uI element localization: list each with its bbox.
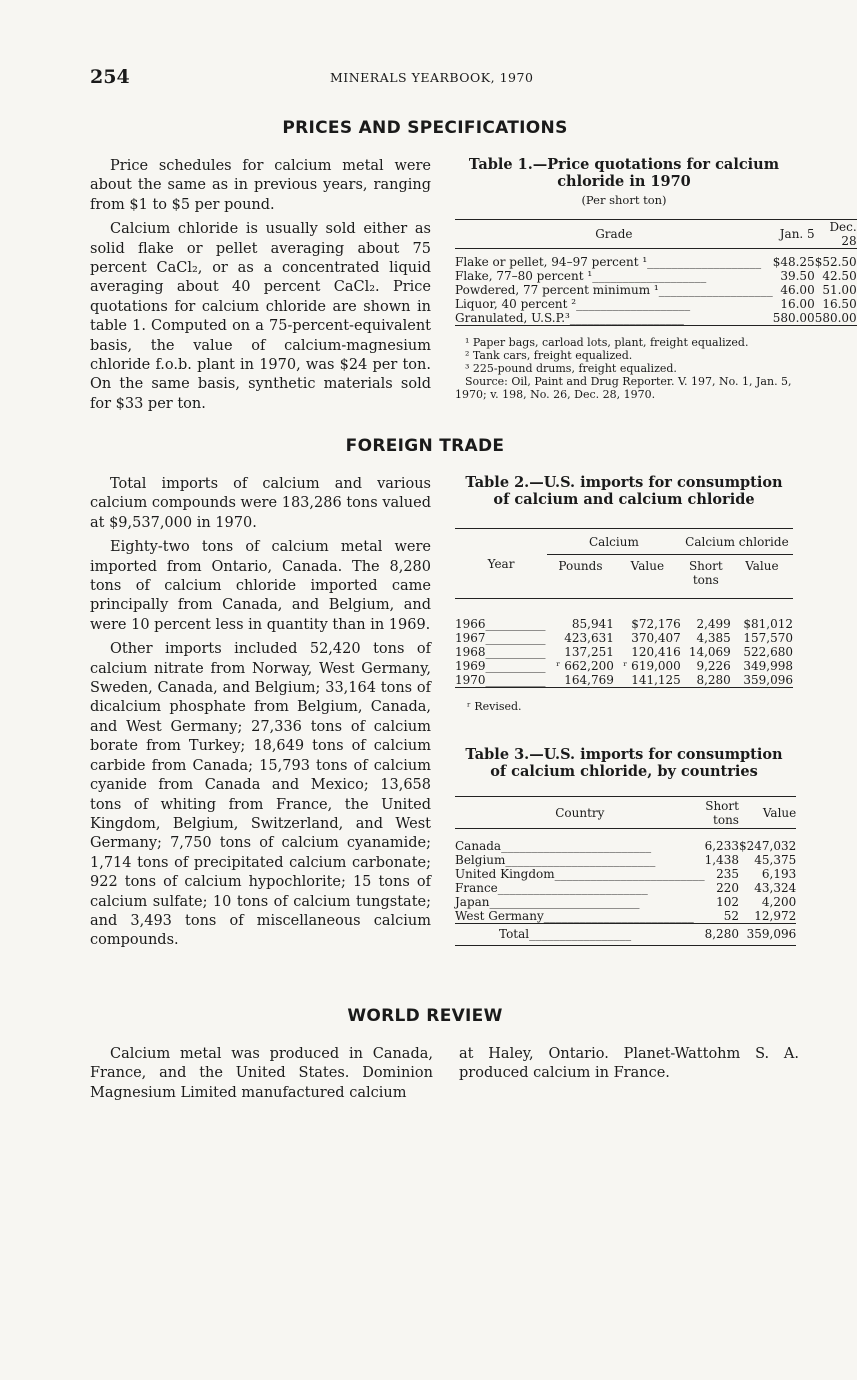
country-cell: Canada — [455, 838, 502, 853]
table-header-row — [455, 220, 857, 249]
total-cell: 359,096 — [739, 923, 796, 945]
value-cell: 43,324 — [754, 880, 797, 895]
price-table — [455, 219, 857, 326]
value-cell: 120,416 — [631, 644, 681, 659]
footnote: ² Tank cars, freight equalized. — [465, 348, 633, 362]
year-cell: 1970 — [455, 672, 486, 687]
value-cell: 6,193 — [761, 866, 797, 881]
value-cell: 580.00 — [814, 310, 857, 325]
table-row: Flake or pellet, 94–97 percent ¹___________________ $48.25 $52.50 — [455, 254, 857, 269]
table-row: Powdered, 77 percent minimum ¹___________________ 46.00 51.00 — [455, 282, 857, 297]
value-cell: 12,972 — [754, 908, 797, 923]
column-group-header: Calcium — [547, 529, 681, 555]
grade-cell: Liquor, 40 percent ² — [455, 296, 577, 311]
value-cell: 8,280 — [696, 672, 731, 687]
running-title: MINERALS YEARBOOK, 1970 — [330, 70, 534, 85]
value-cell: 16.00 — [780, 296, 815, 311]
country-table — [455, 796, 796, 946]
value-cell: 1,438 — [704, 852, 739, 867]
paragraph: Eighty-two tons of calcium metal were imported from Ontario, Canada. The 8,280 tons of calcium chloride imported came principally from Canada, and Belgium, and were 10 percent less in quantity than in 1969. — [90, 539, 431, 633]
country-cell: Belgium — [455, 852, 506, 867]
paragraph: Price schedules for calcium metal were about the same as in previous years, ranging from $1 to $5 per pound. — [90, 158, 431, 213]
column-header: Dec. 28 — [829, 220, 857, 248]
table-subcaption: (Per short ton) — [581, 193, 667, 207]
value-cell: 9,226 — [696, 658, 731, 673]
value-cell: 6,233 — [704, 838, 739, 853]
value-cell: 102 — [716, 894, 739, 909]
country-cell: West Germany — [455, 908, 544, 923]
total-cell: 8,280 — [705, 923, 739, 945]
year-cell: 1968 — [455, 644, 486, 659]
value-cell: $48.25 — [772, 254, 815, 269]
value-cell: ʳ 662,200 — [556, 658, 614, 673]
value-cell: 220 — [716, 880, 739, 895]
value-cell: 85,941 — [571, 616, 614, 631]
table-row: Canada_________________________ 6,233 $247,032 — [455, 838, 797, 853]
table-row: 1966__________ 85,941 $72,176 2,499 $81,012 — [455, 616, 793, 631]
footnote-source: Source: Oil, Paint and Drug Reporter. V. 197, No. 1, Jan. 5, 1970; v. 198, No. 26, Dec. 28, 1970. — [455, 374, 792, 401]
value-cell: 46.00 — [780, 282, 815, 297]
column-header: Year — [487, 556, 515, 571]
table-row: Flake, 77–80 percent ¹___________________ 39.50 42.50 — [455, 268, 857, 283]
total-label: Total — [499, 927, 530, 941]
value-cell: 42.50 — [822, 268, 857, 283]
column-header: Value — [762, 805, 797, 820]
column-header: Pounds — [558, 559, 603, 573]
imports-table — [455, 528, 793, 688]
column-header: Jan. 5 — [779, 227, 815, 241]
column-header: Grade — [595, 227, 633, 241]
value-cell: 14,069 — [688, 644, 731, 659]
page-number: 254 — [90, 66, 130, 88]
grade-cell: Flake or pellet, 94–97 percent ¹ — [455, 254, 648, 269]
table-footnotes — [455, 336, 793, 401]
table-row: France_________________________ 220 43,324 — [455, 880, 797, 895]
column-header: Short tons — [705, 798, 739, 827]
table-row: 1969__________ ʳ 662,200 ʳ 619,000 9,226 349,998 — [455, 658, 793, 673]
column-header: Country — [555, 805, 605, 820]
prices-text — [90, 157, 431, 419]
table-caption: Table 2.—U.S. imports for consumption of calcium and calcium chloride — [465, 474, 783, 508]
table-row: 1967__________ 423,631 370,407 4,385 157,570 — [455, 630, 793, 645]
year-cell: 1966 — [455, 616, 486, 631]
section-heading-trade: FOREIGN TRADE — [345, 436, 505, 456]
value-cell: 52 — [723, 908, 739, 923]
table-total-row: Total_________________ 8,280 359,096 — [455, 923, 796, 945]
table-row: West Germany_________________________ 52 12,972 — [455, 908, 797, 923]
value-cell: 39.50 — [780, 268, 815, 283]
value-cell: 423,631 — [564, 630, 614, 645]
trade-text — [90, 475, 431, 956]
footnote: ³ 225-pound drums, freight equalized. — [465, 361, 677, 375]
value-cell: 522,680 — [743, 644, 793, 659]
paragraph: Calcium metal was produced in Canada, France, and the United States. Dominion Magnesium Limited manufactured calcium — [90, 1046, 433, 1101]
table-row: 1968__________ 137,251 120,416 14,069 522,680 — [455, 644, 793, 659]
value-cell: 45,375 — [754, 852, 797, 867]
column-header: Short tons — [688, 559, 723, 587]
table-footnote: ʳ Revised. — [467, 699, 522, 713]
grade-cell: Flake, 77–80 percent ¹ — [455, 268, 593, 283]
value-cell: 16.50 — [822, 296, 857, 311]
table-row: Japan_________________________ 102 4,200 — [455, 894, 797, 909]
value-cell: 51.00 — [822, 282, 857, 297]
value-cell: 235 — [716, 866, 739, 881]
value-cell: 141,125 — [631, 672, 681, 687]
paragraph: Total imports of calcium and various calcium compounds were 183,286 tons valued at $9,537,000 in 1970. — [90, 476, 431, 531]
value-cell: $52.50 — [814, 254, 857, 269]
world-text-right — [459, 1045, 799, 1089]
paragraph: Calcium chloride is usually sold either as solid flake or pellet averaging about 75 percent CaCl₂, or as a concentrated liquid averaging about 40 percent CaCl₂. Price quotations for calcium chloride are shown in table 1. Computed on a 75-percent-equivalent basis, the value of calcium-magnesium chloride f.o.b. plant in 1970, was $24 per ton. On the same basis, synthetic materials sold for $33 per ton. — [90, 221, 431, 412]
table-row: United Kingdom_________________________ 235 6,193 — [455, 866, 797, 881]
value-cell: 359,096 — [743, 672, 793, 687]
table-header-row — [455, 529, 793, 555]
column-group-header: Calcium chloride — [681, 529, 793, 555]
value-cell: $81,012 — [743, 616, 793, 631]
table-2 — [455, 474, 793, 713]
table-3 — [455, 746, 797, 946]
table-row: Liquor, 40 percent ²___________________ 16.00 16.50 — [455, 296, 857, 311]
value-cell: 164,769 — [564, 672, 614, 687]
table-row: 1970__________ 164,769 141,125 8,280 359,096 — [455, 672, 793, 687]
value-cell: 580.00 — [772, 310, 815, 325]
column-header: Value — [745, 559, 779, 573]
section-heading-world: WORLD REVIEW — [347, 1006, 503, 1026]
table-header-row — [455, 797, 796, 829]
year-cell: 1969 — [455, 658, 486, 673]
paragraph: Other imports included 52,420 tons of calcium nitrate from Norway, West Germany, Sweden, Canada, and Belgium; 33,164 tons of dicalcium phosphate from Belgium, Canada, and West Germany; 27,336 tons of calcium borate from Turkey; 18,649 tons of calcium carbide from Canada; 15,793 tons of calcium cyanide from Canada and Mexico; 13,658 tons of whiting from France, the United Kingdom, Belgium, Switzerland, and West Germany; 7,750 tons of calcium cyanamide; 1,714 tons of precipitated calcium carbonate; 922 tons of calcium hypochlorite; 15 tons of calcium sulfate; 10 tons of calcium tungstate; and 3,493 tons of miscellaneous calcium compounds. — [90, 641, 431, 949]
value-cell: 4,200 — [761, 894, 797, 909]
table-caption: Table 3.—U.S. imports for consumption of calcium chloride, by countries — [465, 746, 783, 780]
value-cell: 137,251 — [564, 644, 614, 659]
value-cell: $72,176 — [631, 616, 681, 631]
table-row: Granulated, U.S.P.³___________________ 580.00 580.00 — [455, 310, 857, 325]
grade-cell: Powdered, 77 percent minimum ¹ — [455, 282, 659, 297]
country-cell: Japan — [455, 894, 490, 909]
table-row: Belgium_________________________ 1,438 45,375 — [455, 852, 797, 867]
grade-cell: Granulated, U.S.P.³ — [455, 310, 570, 325]
paragraph: at Haley, Ontario. Planet-Wattohm S. A. produced calcium in France. — [459, 1046, 799, 1082]
world-text-left — [90, 1045, 433, 1108]
value-cell: 349,998 — [743, 658, 793, 673]
year-cell: 1967 — [455, 630, 486, 645]
country-cell: United Kingdom — [455, 866, 555, 881]
value-cell: $247,032 — [738, 838, 797, 853]
value-cell: 4,385 — [696, 630, 731, 645]
country-cell: France — [455, 880, 498, 895]
footnote: ¹ Paper bags, carload lots, plant, freight equalized. — [465, 335, 749, 349]
value-cell: 2,499 — [696, 616, 731, 631]
table-1 — [455, 156, 857, 401]
table-caption: Table 1.—Price quotations for calcium chloride in 1970 — [468, 156, 780, 190]
column-header: Value — [630, 559, 665, 573]
value-cell: 370,407 — [631, 630, 681, 645]
section-heading-prices: PRICES AND SPECIFICATIONS — [282, 118, 568, 138]
value-cell: 157,570 — [743, 630, 793, 645]
value-cell: ʳ 619,000 — [623, 658, 681, 673]
